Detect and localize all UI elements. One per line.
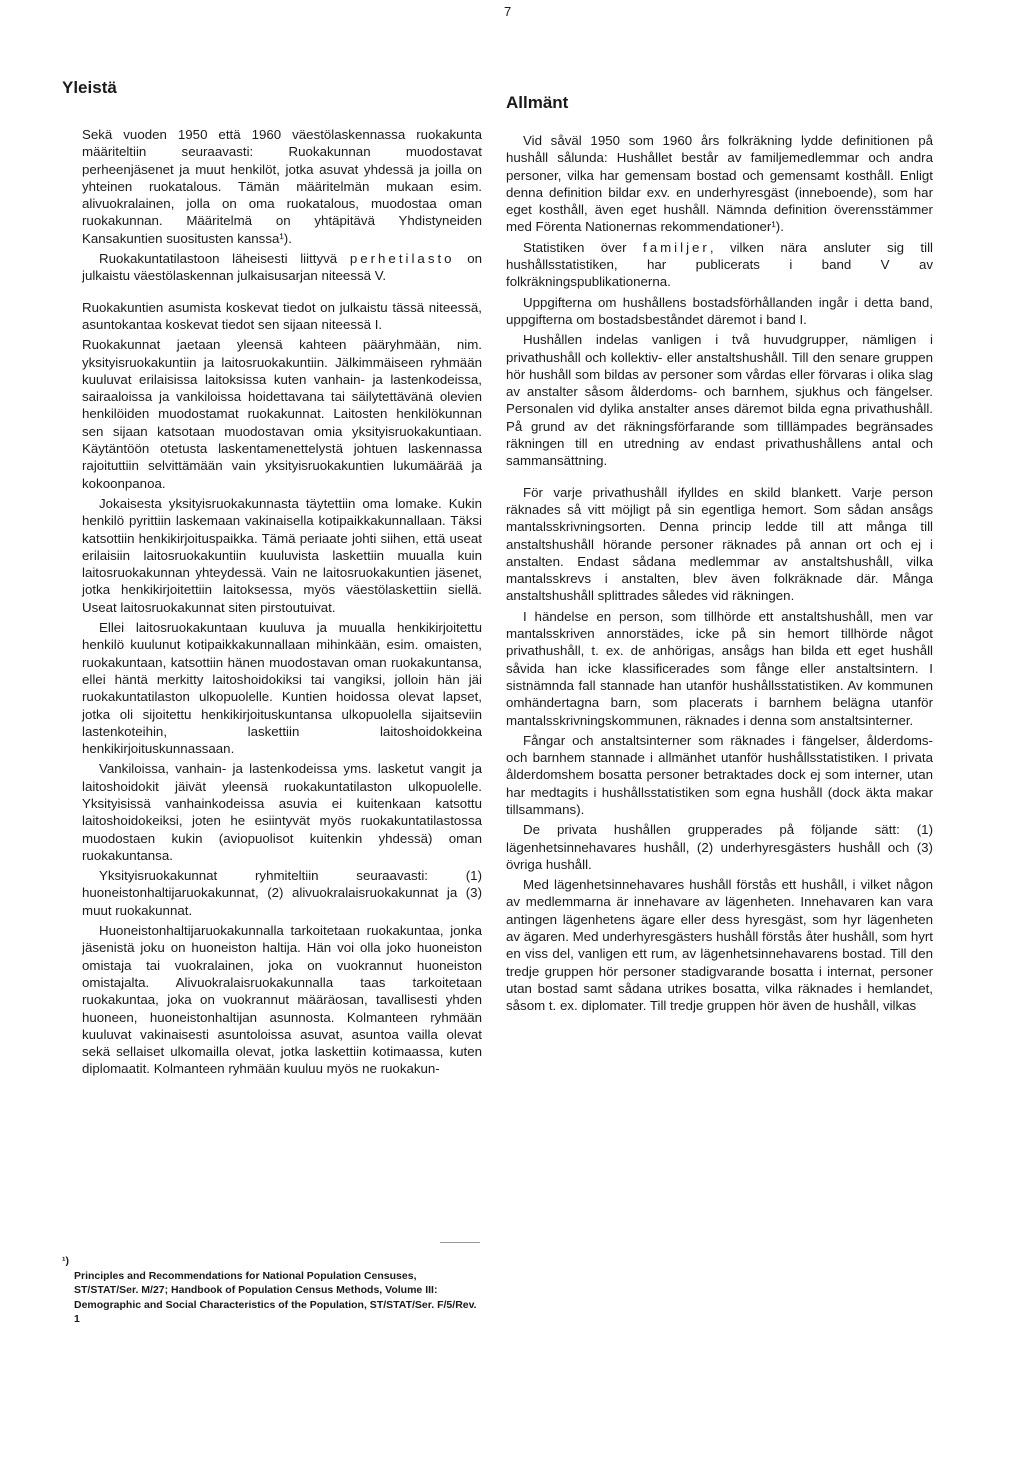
- sv-paragraph-6: I händelse en person, som tillhörde ett anstaltshushåll, men var mantalsskriven annorstädes, icke på sin hemort tillhörde något privathushåll, t. ex. de anhörigas, ansågs han bilda ett eget hushåll såvida han icke klassificerades som fånge eller anstaltsintern. I sistnämnda fall stannade han utanför hushållsstatistiken. Av kommunen omhändertagna barn, som placerats i barnhem belägna utanför mantalsskrivningskommunen, räknades i denna som anstaltsinterner.: [506, 608, 933, 728]
- fi-paragraph-2: [82, 250, 482, 285]
- fi-paragraph-8: Yksityisruokakunnat ryhmiteltiin seuraavasti: (1) huoneistonhaltijaruokakunnat, (2) alivuokralaisruokakunnat ja (3) muut ruokakunnat.: [82, 868, 482, 918]
- fi-paragraph-7: Vankiloissa, vanhain- ja lastenkodeissa yms. lasketut vangit ja laitoshoidokit jäivät yleensä ruokakuntatilaston ulkopuolelle. Yksityisissä vanhainkodeissa asuvia ei kuitenkaan katsottu laitoshoidokeiksi, joten he esiintyvät myös ruokakuntatilastossa muodostaen kukin (aviopuolisot kuitenkin yhdessä) oman ruokakuntansa.: [82, 761, 482, 863]
- sv-paragraph-3: Uppgifterna om hushållens bostadsförhållanden ingår i detta band, uppgifterna om bostadsbeståndet däremot i band I.: [506, 294, 933, 327]
- fi-p2-suffix: on julkaistu väestölaskennan julkaisusarjan niteessä V.: [82, 251, 482, 284]
- page-number: 7: [504, 4, 512, 19]
- fi-paragraph-1: Sekä vuoden 1950 että 1960 väestölaskennassa ruokakunta määriteltiin seuraavasti: Ruokakunnan muodostavat perheenjäsenet ja muut henkilöt, jotka asuvat yhdessä ja joilla on yhteinen ruokatalous. Tämän määritelmän mukaan esim. alivuokralainen, jolla on oma ruokatalous, muodostaa oman ruokakunnan. Määritelmä on yhtäpitävä Yhdistyneiden Kansakuntien suositusten kanssa¹).: [82, 127, 482, 246]
- sv-paragraph-8: De privata hushållen grupperades på följande sätt: (1) lägenhetsinnehavares hushåll, (2) underhyresgästers hushåll och (3) övriga hushåll.: [506, 822, 933, 872]
- swedish-body: [506, 132, 933, 1015]
- finnish-body: [62, 126, 482, 1078]
- finnish-heading: Yleistä: [62, 78, 117, 97]
- sv-p2-suffix: , vilken nära ansluter sig till hushållsstatistiken, har publicerats i band V av folkräkningspublikationerna.: [506, 239, 933, 290]
- finnish-column: [62, 78, 482, 1081]
- footnote: [62, 1254, 482, 1327]
- sv-paragraph-4: Hushållen indelas vanligen i två huvudgrupper, nämligen i privathushåll och kollektiv- eller anstaltshushåll. Till den senare gruppen hör hushåll som bildas av personer som vårdas eller förvaras i olika slag av anstalter såsom ålderdoms- och barnhem, sjukhus och fängelser. Personalen vid dylika anstalter anses däremot bilda egna privathushåll. På grund av det räkningsförfarande som tilllämpades begränsades räkningen till en utredning av endast privathushållens antal och sammansättning.: [506, 332, 933, 469]
- fi-p2-spaced: perhetilasto: [349, 251, 455, 267]
- swedish-column: [506, 78, 933, 1018]
- sv-p2-spaced: familjer: [643, 239, 710, 255]
- fi-paragraph-9: Huoneistonhaltijaruokakunnalla tarkoitetaan ruokakuntaa, jonka jäsenistä joku on huoneiston haltija. Hän voi olla joko huoneiston omistaja tai vuokralainen, joka on vuokrannut huoneiston omistajalta. Alivuokralaisruokakunnalla taas tarkoitetaan ruokakuntaa, joka on vuokrannut määräosan, tavallisesti yhden huoneen, huoneistonhaltijan asunnosta. Kolmanteen ryhmään kuuluvat vakinaisesti asuntoloissa asuvat, asuntoa vailla olevat sekä sellaiset ulkomailla olevat, jotka laskettiin kotimaassa, kuten diplomaatit. Kolmanteen ryhmään kuuluu myös ne ruokakun-: [82, 923, 482, 1077]
- footnote-marker: ¹): [62, 1255, 69, 1267]
- sv-paragraph-7: Fångar och anstaltsinterner som räknades i fängelser, ålderdoms- och barnhem stannade i allmänhet utanför hushållsstatistiken. I privata ålderdomshem bosatta personer betraktades dock ej som interner, utan har medtagits i hushållsstatistiken som egna hushåll (dock äkta makar tillsammans).: [506, 732, 933, 817]
- swedish-heading: Allmänt: [506, 93, 569, 112]
- sv-paragraph-9: Med lägenhetsinnehavares hushåll förstås ett hushåll, i vilket någon av medlemmarna är innehavare av lägenheten. Innehavaren kan vara antingen lägenhetens ägare eller dess hyresgäst, som hyr lägenheten av ägaren. Med underhyresgästers hushåll förstås åter hushåll, som hyrt en viss del, vanligen ett rum, av lägenhetsinnehavarens bostad. Till den tredje gruppen hör personer stadigvarande bosatta i internat, personer utan bostad samt sådana utrikes bosatta, vilka räknades i hemlandet, såsom t. ex. diplomater. Till tredje gruppen hör även de hushåll, vilkas: [506, 877, 933, 1014]
- fi-paragraph-3: Ruokakuntien asumista koskevat tiedot on julkaistu tässä niteessä, asuntokantaa koskevat tiedot sen sijaan niteessä I.: [82, 299, 482, 332]
- fi-paragraph-6: Ellei laitosruokakuntaan kuuluva ja muualla henkikirjoitettu henkilö kuulunut kotipaikkakunnallaan mihinkään, esim. omaisten, ruokakuntaan, katsottiin hänen muodostavan oman ruokakuntansa, ellei häntä merkitty laitoshoidokiksi tai vangiksi, jolloin hän jäi ruokakuntatilaston ulkopuolelle. Kuntien hoidossa olevat lapset, jotka oli sijoitettu henkikirjoituskuntansa ulkopuolella sijaitseviin lastenkoteihin, laskettiin laitoshoidokkeina henkikirjoituskunnassaan.: [82, 620, 482, 757]
- sv-paragraph-1: Vid såväl 1950 som 1960 års folkräkning lydde definitionen på hushåll sålunda: Hushållet består av familjemedlemmar och andra personer, vilka har gemensam bostad och gemensamt kosthåll. Enligt denna definition bildar exv. en underhyresgäst (inneboende), som har eget kosthåll, även eget hushåll. Nämnda definition överensstämmer med Förenta Nationernas rekommendationer¹).: [506, 133, 933, 235]
- footnote-text: Principles and Recommendations for National Population Censuses, ST/STAT/Ser. M/27; Handbook of Population Census Methods, Volume III: Demographic and Social Characteristics of the Population, ST/STAT/Ser. F/5/Rev. 1: [74, 1269, 477, 1325]
- fi-paragraph-5: Jokaisesta yksityisruokakunnasta täytettiin oma lomake. Kukin henkilö pyrittiin laskemaan vakinaisella kotipaikkakunnallaan. Täksi katsottiin henkikirjoituspaikka. Tämä periaate johti siihen, että useat erilaisiin laitosruokakuntiin kuuluvista laskettiin muualla kuin laitosruokakunnan yhteydessä. Vain ne laitosruokakuntien jäsenet, jotka henkikirjoitettiin laitoksessa, myös väestölaskettiin siellä. Useat laitosruokakunnat siten pirstoutuivat.: [82, 495, 482, 615]
- fi-paragraph-4: Ruokakunnat jaetaan yleensä kahteen pääryhmään, nim. yksityisruokakuntiin ja laitosruokakuntiin. Jälkimmäiseen ryhmään kuuluvat erilaisissa laitoksissa kuten vanhain- ja lastenkodeissa, sairaaloissa ja vankiloissa hoidettavana tai säilytettävänä olevien henkilöiden muodostamat ruokakunnat. Laitosten henkilökunnan sen sijaan katsotaan muodostavan omia yksityisruokakuntiaan. Käytäntöön otetusta laskentamenettelystä johtuen laskennassa rajoituttiin selvittämään vain yksityisruokakuntien lukumäärää ja kokoonpanoa.: [82, 337, 482, 491]
- sv-paragraph-5: För varje privathushåll ifylldes en skild blankett. Varje person räknades så vitt möjligt på sin egentliga hemort. Som sådan ansågs mantalsskrivningsorten. Denna princip ledde till att många till anstaltshushåll hörande personer räknades på annan ort och ej i anstalten. Endast sådana medlemmar av anstaltshushåll, vilka mantalsskrevs i anstalten, blev även folkräknade där. Många anstaltshushåll splittrades således vid räkningen.: [506, 484, 933, 604]
- sv-p2-prefix: Statistiken över: [523, 239, 643, 255]
- sv-paragraph-2: [506, 239, 933, 291]
- footnote-divider: [440, 1242, 480, 1243]
- fi-p2-prefix: Ruokakuntatilastoon läheisesti liittyvä: [99, 251, 350, 267]
